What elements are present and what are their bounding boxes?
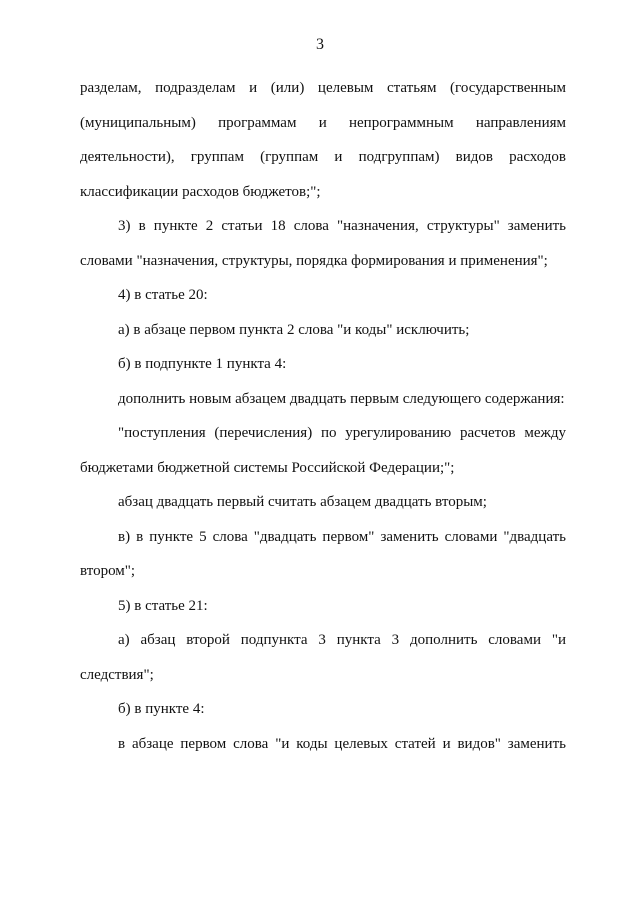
paragraph-item-4v: в) в пункте 5 слова "двадцать первом" заменить словами "двадцать втором"; <box>80 528 566 579</box>
paragraph-continuation: разделам, подразделам и (или) целевым статьям (государственным (муниципальным) программам и непрограммным направлениям деятельности), группам (группам и подгруппам) видов расходов классификации расходов бюджетов;"; <box>80 80 566 200</box>
paragraph-item-4a: а) в абзаце первом пункта 2 слова "и коды" исключить; <box>118 321 470 338</box>
page-number: 3 <box>316 36 324 53</box>
paragraph-quoted-text: "поступления (перечисления) по урегулированию расчетов между бюджетами бюджетной системы Российской Федерации;"; <box>80 425 566 476</box>
paragraph-item-5: 5) в статье 21: <box>118 597 208 614</box>
paragraph-renumber-abzac: абзац двадцать первый считать абзацем двадцать вторым; <box>118 494 487 510</box>
paragraph-item-5a: а) абзац второй подпункта 3 пункта 3 дополнить словами "и следствия"; <box>80 632 566 683</box>
paragraph-last-line: в абзаце первом слова "и коды целевых статей и видов" заменить <box>118 735 566 752</box>
paragraph-add-new-abzac: дополнить новым абзацем двадцать первым следующего содержания: <box>118 390 565 407</box>
document-body <box>80 71 566 761</box>
paragraph-item-5b: б) в пункте 4: <box>118 701 205 717</box>
paragraph-item-4b: б) в подпункте 1 пункта 4: <box>118 356 287 372</box>
paragraph-item-3: 3) в пункте 2 статьи 18 слова "назначения, структуры" заменить словами "назначения, структуры, порядка формирования и применения"; <box>80 218 566 269</box>
paragraph-item-4: 4) в статье 20: <box>118 287 208 303</box>
